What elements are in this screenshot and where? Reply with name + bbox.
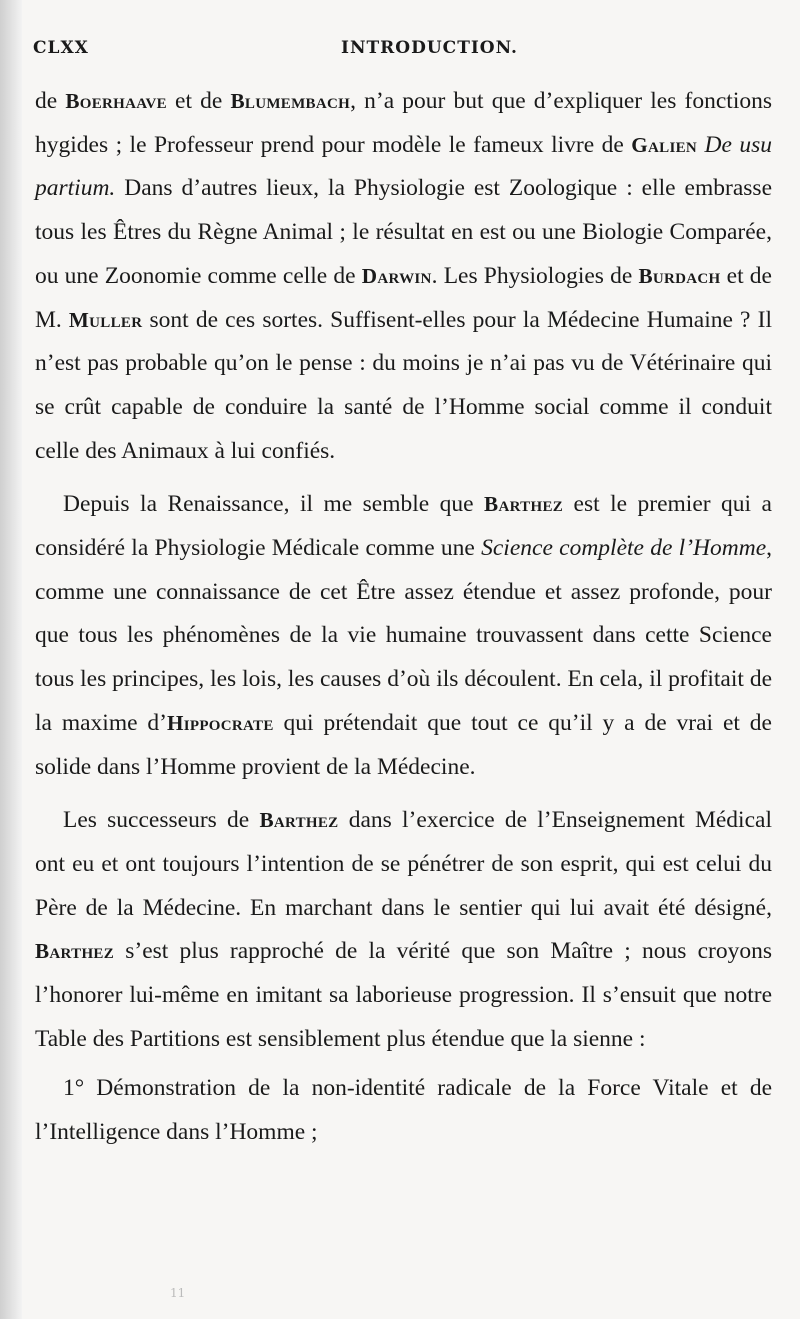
page-number: CLXX	[33, 38, 89, 58]
text-run: s’est plus rapproché de la vérité que son Maître ; nous croyons l’honorer lui-même en imitant sa laborieuse progression. Il s’ensuit que notre Table des Partitions est sensiblement plus étendue que la sienne :	[35, 938, 772, 1052]
text-run: sont de ces sortes. Suffisent-elles pour la Médecine Humaine ? Il n’est pas probable qu’on le pense : du moins je n’ai pas vu de Vétérinaire qui se crût capable de conduire la santé de l’Homme social comme il conduit celle des Animaux à lui confiés.	[35, 306, 772, 464]
footer-mark: 11	[170, 1286, 186, 1300]
paragraph-3	[35, 799, 772, 1061]
person-name: Muller	[68, 307, 143, 332]
person-name: Barthez	[35, 939, 115, 964]
text-run: et de	[166, 88, 231, 114]
person-name: Galien	[631, 132, 698, 157]
text-run: dans l’exercice de l’Enseignement Médical ont eu et ont toujours l’intention de se pénétrer de son esprit, qui est celui du Père de la Médecine. En marchant dans le sentier qui lui avait été désigné,	[35, 807, 772, 921]
text-run: est le premier qui a considéré la Physiologie Médicale comme une	[35, 491, 772, 562]
book-title: De usu partium.	[35, 131, 773, 202]
person-name: Barthez	[484, 492, 564, 517]
text-run: Depuis la Renaissance, il me semble que	[63, 491, 485, 518]
text-run: . Les Physiologies de	[431, 262, 639, 289]
text-run	[697, 132, 704, 158]
person-name: Boerhaave	[65, 89, 167, 113]
paragraph-2	[35, 483, 772, 789]
running-title: INTRODUCTION.	[341, 38, 518, 58]
person-name: Hippocrate	[167, 710, 274, 735]
page-body	[35, 80, 772, 1155]
person-name: Barthez	[259, 808, 339, 833]
text-run: Les successeurs de	[63, 807, 260, 834]
page-header	[33, 38, 776, 70]
page-edge-shadow	[0, 0, 22, 1319]
paragraph-1	[35, 80, 772, 473]
text-run: et de M.	[35, 262, 772, 333]
text-run: , comme une connaissance de cet Être assez étendue et assez profonde, pour que tous les phénomènes de la vie humaine trouvassent dans cette Science tous les principes, les lois, les causes d’où ils découlent. En cela, il profitait de la maxime d’	[35, 535, 773, 736]
text-run: Dans d’autres lieux, la Physiologie est Zoologique : elle embrasse tous les Êtres du Règne Animal ; le résultat en est ou une Biologie Comparée, ou une Zoonomie comme celle de	[35, 175, 772, 289]
text-run: qui prétendait que tout ce qu’il y a de vrai et de solide dans l’Homme provient de la Médecine.	[35, 709, 772, 780]
emphasis: Science complète de l’Homme	[481, 535, 767, 562]
text-run: de	[35, 88, 66, 114]
person-name: Blumembach	[230, 89, 351, 113]
text-run: , n’a pour but que d’expliquer les fonctions hygides ; le Professeur prend pour modèle le fameux livre de	[35, 88, 772, 158]
person-name: Burdach	[638, 263, 721, 288]
person-name: Darwin	[361, 263, 432, 288]
paragraph-4	[35, 1067, 772, 1154]
text-run: 1° Démonstration de la non-identité radicale de la Force Vitale et de l’Intelligence dans l’Homme ;	[35, 1075, 772, 1146]
